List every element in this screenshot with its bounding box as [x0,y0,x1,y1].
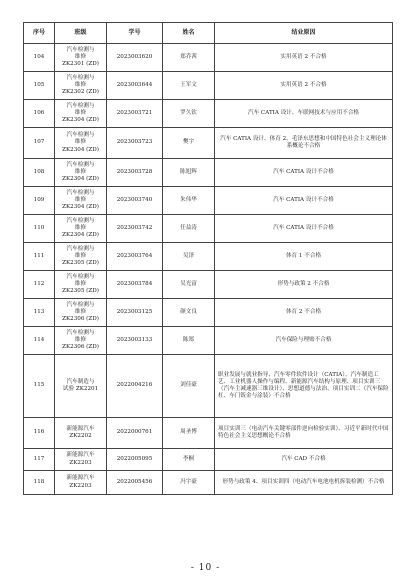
table-row [24,327,393,355]
graduation-reason-table [23,22,393,495]
row-class [55,271,107,299]
row-class [55,187,107,215]
header-reason: 结业原因 [215,23,393,44]
row-name: 周圣博 [163,418,215,449]
class-line: 汽车制造与 [66,378,95,385]
row-index: 113 [24,299,55,327]
class-line: ZK2304 (ZD) [62,176,99,183]
class-line: 新能源汽车 [66,475,95,482]
row-student-id: 2023003723 [107,128,163,159]
row-name: 冯宇豪 [163,471,215,495]
table-row [24,449,393,471]
class-line: ZK2305 (ZD) [62,288,99,295]
row-index: 115 [24,355,55,418]
class-line: 维修 [74,196,87,203]
row-student-id: 2022005095 [107,449,163,471]
row-reason: 汽车 CATIA 设计不合格 [215,159,393,187]
row-reason: 实用英语 2 不合格 [215,44,393,72]
class-line: ZK2301 (ZD) [62,61,99,68]
row-class [55,215,107,243]
table-row [24,159,393,187]
row-class [55,355,107,418]
class-line: 维修 [74,81,87,88]
row-index: 114 [24,327,55,355]
table-row [24,100,393,128]
row-reason: 形势与政策 2 不合格 [215,271,393,299]
class-line: 新能源汽车 [66,452,95,459]
row-reason: 汽车 CATIA 设计不合格 [215,187,393,215]
row-index: 105 [24,72,55,100]
row-class [55,100,107,128]
header-student-id: 学号 [107,23,163,44]
row-name: 樊宇 [163,128,215,159]
row-name: 陈郑 [163,327,215,355]
row-reason: 汽车 CATIA 设计不合格 [215,215,393,243]
row-index: 106 [24,100,55,128]
row-class [55,243,107,271]
row-class [55,418,107,449]
row-reason: 实用英语 2 不合格 [215,72,393,100]
row-name: 任益涛 [163,215,215,243]
header-class: 班级 [55,23,107,44]
row-reason: 形势与政策 4、项目实训四（电动汽车电池电机拆装检测）不合格 [215,471,393,495]
class-line: 维修 [74,336,87,343]
class-line: 维修 [74,53,87,60]
row-class [55,449,107,471]
table-row [24,471,393,495]
table-row [24,271,393,299]
table-row [24,299,393,327]
row-student-id: 2023003784 [107,271,163,299]
row-index: 107 [24,128,55,159]
row-student-id: 2023003742 [107,215,163,243]
class-line: 汽车检测与 [66,189,95,196]
row-name: 郑乔茜 [163,44,215,72]
row-class [55,299,107,327]
row-student-id: 2023003728 [107,159,163,187]
class-line: ZK2305 (ZD) [62,260,99,267]
row-class [55,471,107,495]
row-index: 110 [24,215,55,243]
row-index: 108 [24,159,55,187]
row-student-id: 2023003620 [107,44,163,72]
row-index: 111 [24,243,55,271]
class-line: ZK2202 [69,433,92,439]
row-class [55,72,107,100]
row-reason: 项目实训三（电动汽车关键零部件逆向检验实训）、习近平新时代中国特色社会主义思想概论不合格 [215,418,393,449]
class-line: 试验 ZK2201 [62,386,99,392]
row-name: 吴泽 [163,243,215,271]
row-reason: 汽车 CATIA 设计、车联网技术与应用不合格 [215,100,393,128]
row-class [55,44,107,72]
table-row [24,187,393,215]
header-name: 姓名 [163,23,215,44]
table-header-row [24,23,393,44]
class-line: ZK2304 (ZD) [62,232,99,239]
class-line: 汽车检测与 [66,301,95,308]
row-index: 116 [24,418,55,449]
class-line: ZK2203 [69,482,92,489]
row-student-id: 2023003764 [107,243,163,271]
class-line: ZK2304 (ZD) [62,204,99,211]
row-class [55,159,107,187]
table-body [24,44,393,495]
class-line: 新能源汽车 [66,425,95,432]
row-class [55,327,107,355]
class-line: 维修 [74,224,87,231]
class-line: 维修 [74,308,87,315]
row-reason: 汽车 CAD 不合格 [215,449,393,471]
class-line: ZK2302 (ZD) [62,89,99,96]
class-line: 汽车检测与 [66,329,95,336]
row-student-id: 2023003644 [107,72,163,100]
class-line: ZK2306 (ZD) [62,316,99,323]
class-line: 维修 [74,109,87,116]
table-row [24,215,393,243]
table-row [24,243,393,271]
table-row [24,72,393,100]
header-index: 序号 [24,23,55,44]
row-student-id: 2023003740 [107,187,163,215]
class-line: 汽车检测与 [66,161,95,168]
class-line: ZK2306 (ZD) [62,344,99,351]
row-index: 112 [24,271,55,299]
row-class [55,128,107,159]
class-line: 汽车检测与 [66,273,95,280]
row-reason: 汽车保险与理赔不合格 [215,327,393,355]
table-row [24,44,393,72]
table-row [24,128,393,159]
row-student-id: 2023003125 [107,299,163,327]
class-line: 维修 [74,168,87,175]
page-number: - 10 - [190,563,221,573]
table-row [24,355,393,418]
row-student-id: 2022005456 [107,471,163,495]
row-reason: 职业发展与就业指导、汽车零件软件设计（CATIA）、汽车制造工艺、工业机器人操作与编程、新能源汽车结构与原理、项目实训三（汽车主减速器三维设计）、思想道德与法治、项目实训二（汽车保险杠、车门钣金与涂装）不合格 [215,355,393,418]
class-line: ZK2304 (ZD) [62,117,99,124]
row-name: 颜文良 [163,299,215,327]
row-reason: 体育 2 不合格 [215,299,393,327]
row-student-id: 2023003721 [107,100,163,128]
class-line: ZK2203 [69,459,92,466]
row-name: 王军文 [163,72,215,100]
row-reason: 汽车 CATIA 设计、体育 2、毛泽东思想和中国特色社会主义理论体系概论不合格 [215,128,393,159]
class-line: 维修 [74,252,87,259]
class-line: 汽车检测与 [66,74,95,81]
class-line: 汽车检测与 [66,102,95,109]
row-name: 刘佳豪 [163,355,215,418]
row-name: 陈旭辉 [163,159,215,187]
class-line: 汽车检测与 [66,245,95,252]
row-index: 118 [24,471,55,495]
row-name: 罗久钦 [163,100,215,128]
row-name: 吴光富 [163,271,215,299]
row-name: 朱伟华 [163,187,215,215]
row-index: 109 [24,187,55,215]
class-line: 维修 [74,139,87,146]
row-student-id: 2022004216 [107,355,163,418]
row-reason: 体育 1 不合格 [215,243,393,271]
table-row [24,418,393,449]
row-index: 117 [24,449,55,471]
row-name: 李桐 [163,449,215,471]
class-line: 维修 [74,280,87,287]
row-student-id: 2022000761 [107,418,163,449]
class-line: 汽车检测与 [66,132,95,139]
class-line: 汽车检测与 [66,46,95,53]
row-index: 104 [24,44,55,72]
row-student-id: 2023003133 [107,327,163,355]
class-line: ZK2304 (ZD) [62,146,99,153]
class-line: 汽车检测与 [66,217,95,224]
